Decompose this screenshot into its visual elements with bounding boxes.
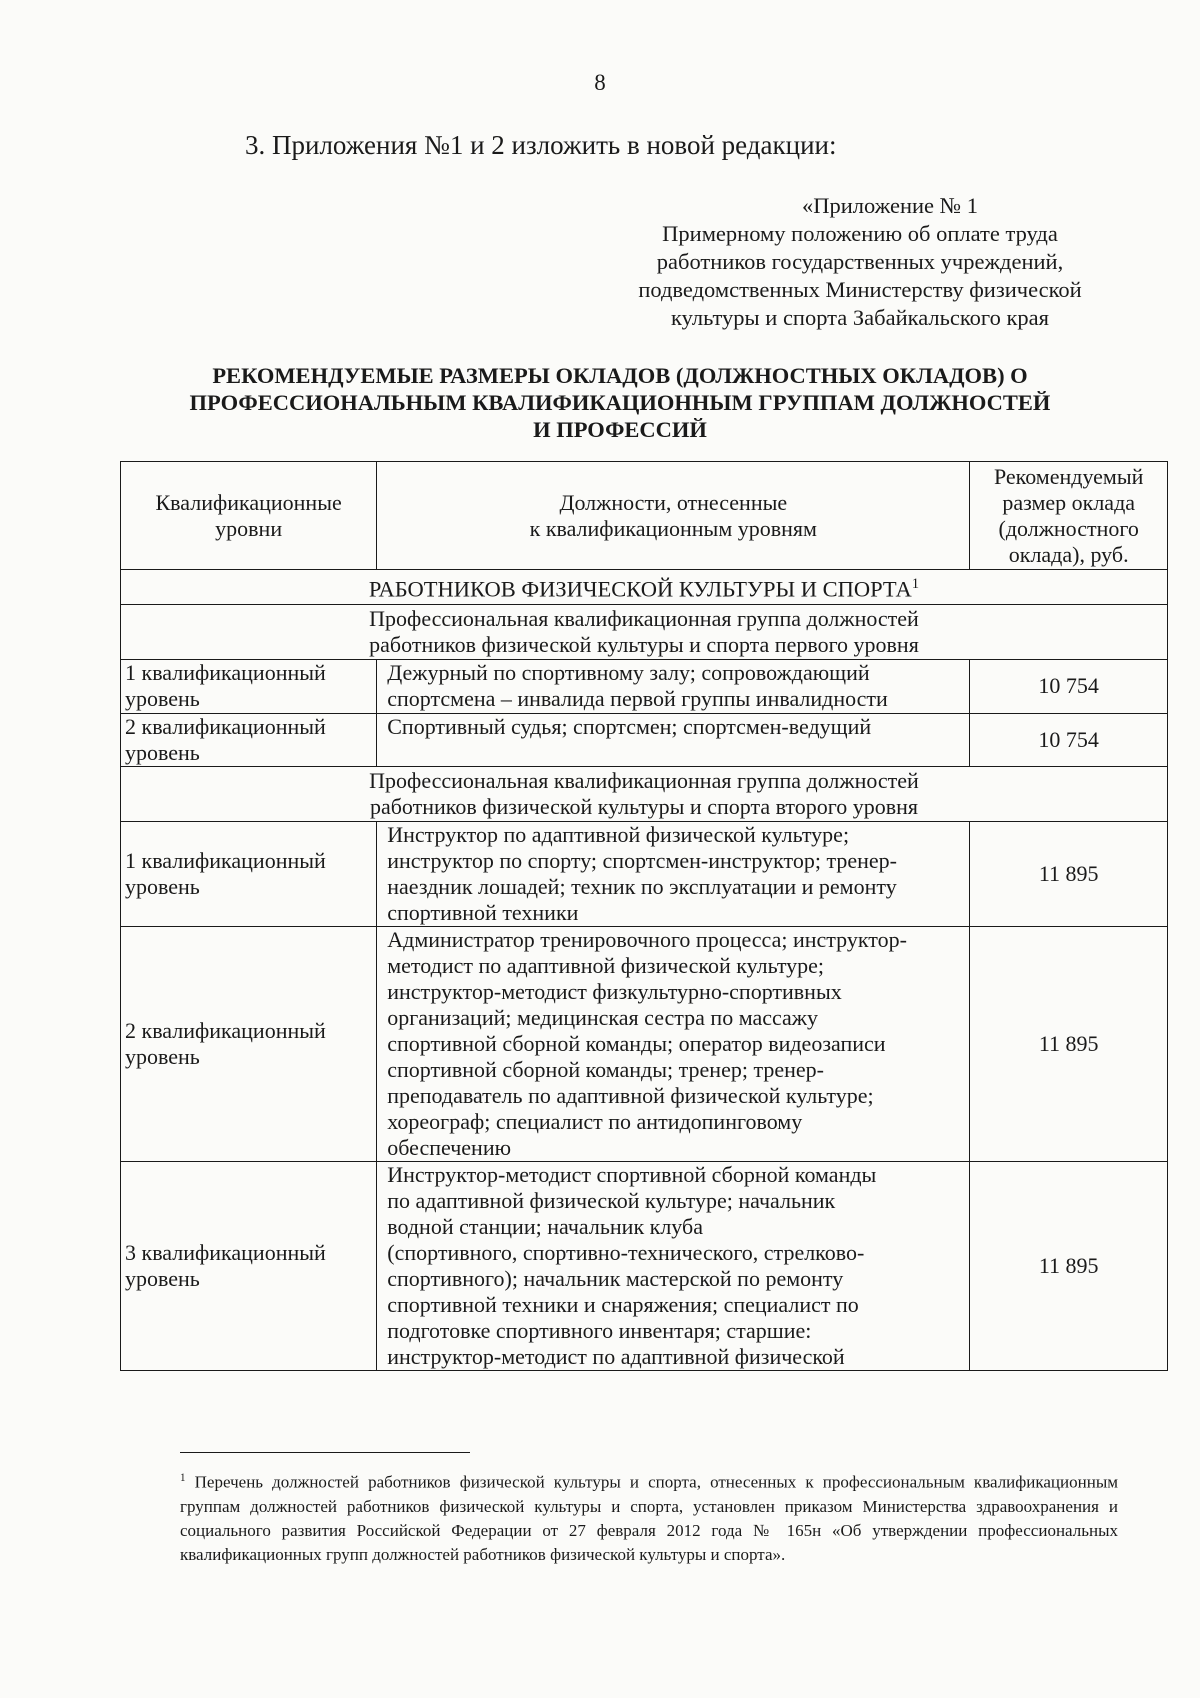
appendix-note-line: подведомственных Министерству физической (638, 277, 1082, 302)
section-heading (121, 570, 1168, 605)
group-heading-line: работников физической культуры и спорта второго уровня (369, 793, 919, 819)
title-line: ПРОФЕССИОНАЛЬНЫМ КВАЛИФИКАЦИОННЫМ ГРУППАМ ДОЛЖНОСТЕЙ (189, 390, 1051, 415)
header-text: к квалификационным уровням (529, 515, 817, 541)
positions-line: организаций; медицинская сестра по массажу (387, 1004, 818, 1030)
header-text: уровни (215, 515, 283, 541)
group-row (121, 766, 1168, 821)
positions-line: спортсмена – инвалида первой группы инвалидности (387, 686, 888, 711)
group-row (121, 604, 1168, 659)
header-text: размер оклада (1002, 489, 1136, 515)
appendix-note-line: Примерному положению об оплате труда (662, 221, 1058, 246)
salary-cell: 11 895 (970, 821, 1168, 926)
footnote (180, 1466, 1118, 1567)
footnote-mark: 1 (911, 576, 920, 592)
table-header-row (121, 462, 1168, 570)
positions-cell (377, 821, 970, 926)
positions-line: инструктор-методист по адаптивной физической (387, 1343, 845, 1369)
positions-line: Администратор тренировочного процесса; инструктор- (387, 926, 907, 952)
group-heading-line: Профессиональная квалификационная группа должностей (369, 605, 919, 631)
positions-line: Инструктор-методист спортивной сборной команды (387, 1161, 877, 1187)
header-text: (должностного (998, 515, 1139, 541)
positions-cell (377, 1161, 970, 1370)
group-heading-line: Профессиональная квалификационная группа должностей (369, 767, 919, 793)
positions-line: наездник лошадей; техник по эксплуатации и ремонту (387, 873, 897, 899)
table-row (121, 659, 1168, 713)
group-heading (121, 604, 1168, 659)
header-positions (377, 462, 970, 570)
header-levels (121, 462, 377, 570)
level-text: 1 квалификационный (125, 847, 326, 873)
section-row (121, 570, 1168, 605)
positions-cell (377, 659, 970, 713)
header-text: оклада), руб. (1008, 541, 1129, 567)
positions-line: спортивной техники и снаряжения; специалист по (387, 1291, 859, 1317)
group-heading-line: работников физической культуры и спорта первого уровня (369, 631, 919, 657)
positions-line: по адаптивной физической культуре; начальник (387, 1187, 836, 1213)
level-cell (121, 713, 377, 766)
salary-cell: 10 754 (970, 713, 1168, 766)
level-text: уровень (125, 739, 200, 765)
table-row (121, 926, 1168, 1161)
positions-line: подготовке спортивного инвентаря; старшие: (387, 1317, 812, 1343)
level-cell (121, 659, 377, 713)
level-text: 2 квалификационный (125, 1017, 326, 1043)
title-line: И ПРОФЕССИЙ (533, 417, 707, 442)
group-heading (121, 766, 1168, 821)
salary-cell: 10 754 (970, 659, 1168, 713)
appendix-note-line: работников государственных учреждений, (656, 249, 1064, 274)
appendix-note-line: «Приложение № 1 (802, 193, 978, 218)
table-row (121, 713, 1168, 766)
positions-line: инструктор по спорту; спортсмен-инструктор; тренер- (387, 847, 897, 873)
level-cell (121, 926, 377, 1161)
table-row (121, 1161, 1168, 1370)
positions-line: инструктор-методист физкультурно-спортивных (387, 978, 842, 1004)
salary-cell: 11 895 (970, 1161, 1168, 1370)
level-cell (121, 1161, 377, 1370)
positions-line: обеспечению (387, 1134, 512, 1160)
positions-line: спортивной сборной команды; оператор видеозаписи (387, 1030, 886, 1056)
positions-line: Спортивный судья; спортсмен; спортсмен-ведущий (387, 713, 872, 739)
level-text: уровень (125, 686, 200, 711)
header-text: Квалификационные (155, 489, 342, 515)
level-text: уровень (125, 1043, 200, 1069)
positions-line: водной станции; начальник клуба (387, 1213, 703, 1239)
level-text: 2 квалификационный (125, 713, 326, 739)
positions-line: (спортивного, спортивно-технического, стрелково- (387, 1239, 865, 1265)
appendix-note (600, 192, 1120, 332)
salary-cell: 11 895 (970, 926, 1168, 1161)
title-line: РЕКОМЕНДУЕМЫЕ РАЗМЕРЫ ОКЛАДОВ (ДОЛЖНОСТНЫХ ОКЛАДОВ) О (212, 363, 1028, 388)
positions-line: Инструктор по адаптивной физической культуре; (387, 821, 850, 847)
level-text: уровень (125, 873, 200, 899)
appendix-note-line: культуры и спорта Забайкальского края (671, 305, 1049, 330)
positions-line: спортивной сборной команды; тренер; тренер- (387, 1056, 824, 1082)
intro-paragraph: 3. Приложения №1 и 2 изложить в новой редакции: (245, 130, 837, 160)
positions-line: Дежурный по спортивному залу; сопровождающий (387, 660, 870, 685)
positions-line: преподаватель по адаптивной физической культуре; (387, 1082, 874, 1108)
positions-line: спортивного); начальник мастерской по ремонту (387, 1265, 844, 1291)
salary-table (120, 461, 1168, 1371)
level-text: 1 квалификационный (125, 660, 326, 685)
header-salary (970, 462, 1168, 570)
section-heading-text: РАБОТНИКОВ ФИЗИЧЕСКОЙ КУЛЬТУРЫ И СПОРТА (368, 576, 912, 602)
positions-line: хореограф; специалист по антидопинговому (387, 1108, 803, 1134)
footnote-separator (180, 1452, 470, 1453)
positions-line: методист по адаптивной физической культуре; (387, 952, 825, 978)
level-text: уровень (125, 1265, 200, 1291)
level-cell (121, 821, 377, 926)
positions-cell (377, 926, 970, 1161)
footnote-mark: 1 (180, 1472, 186, 1484)
footnote-text: Перечень должностей работников физической культуры и спорта, отнесенных к профессиональным квалификационным группам должностей работников физической культуры и спорта, установлен приказом Министерства здравоохранения и социального развития Российской Федерации от 27 февраля 2012 года № 165н «Об утверждении профессиональных квалификационных групп должностей работников физической культуры и спорта». (180, 1472, 1119, 1564)
document-title (120, 362, 1120, 443)
page-number: 8 (594, 70, 606, 95)
header-text: Должности, отнесенные (559, 489, 788, 515)
positions-cell (377, 713, 970, 766)
table-row (121, 821, 1168, 926)
level-text: 3 квалификационный (125, 1239, 326, 1265)
header-text: Рекомендуемый (993, 463, 1144, 489)
positions-line: спортивной техники (387, 899, 579, 925)
